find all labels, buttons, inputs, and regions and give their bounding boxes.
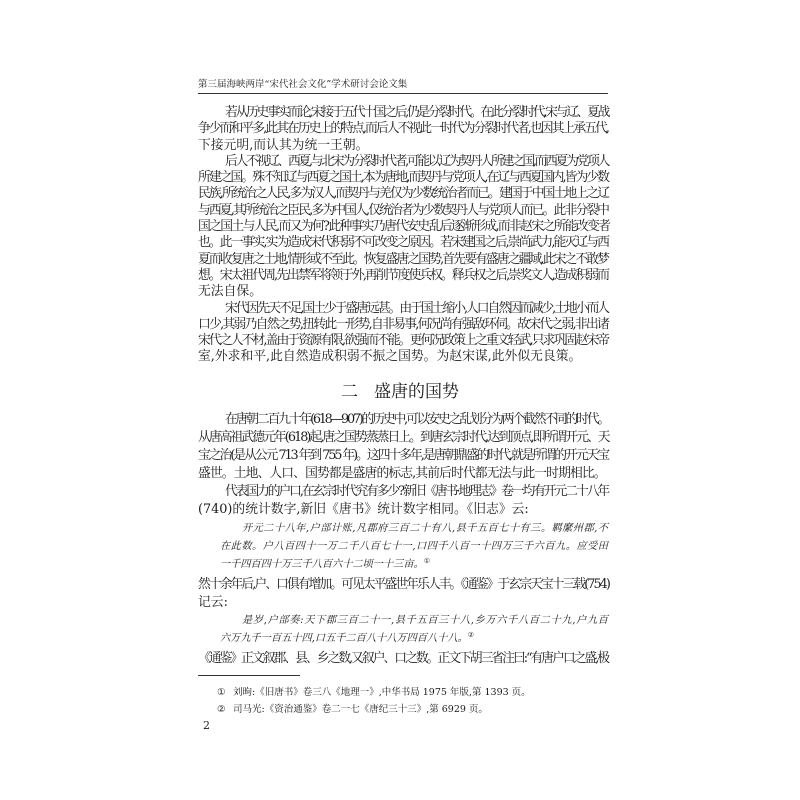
quote-line: 六万九千一百五十四,口五千二百八十八万四百八十八。② (220, 631, 475, 644)
section-title: 盛唐的国势 (374, 382, 459, 402)
text-line: 代表国力的户口,在玄宗时代究有多少?新旧《唐书·地理志》卷一均有开元二十八年 (225, 484, 609, 499)
text-line: 也。此一事实,实为造成宋代积弱不可改变之原因。若宋建国之后,崇尚武力,能灭辽与西 (198, 235, 608, 251)
footnote (217, 703, 488, 717)
text-line: 所建之国。殊不知辽与西夏之国土,本为唐地,而契丹与党项人,在辽与西夏国内,皆为少数 (198, 170, 608, 186)
text-line: 盛世。土地、人口、国势都是盛唐的标志,其前后时代都无法与此一时期相比。 (198, 466, 606, 481)
text-line: 夏而收复唐之土地,情形或不至此。恢复盛唐之国势,首先要有盛唐之疆域,此宋之不敢梦 (198, 251, 608, 267)
footnote-marker: ② (217, 704, 226, 715)
paragraph (198, 650, 608, 668)
paragraph (198, 301, 608, 366)
header-rule (198, 93, 608, 94)
block-quote (198, 612, 608, 648)
text-line: 后人不视辽、西夏,与北宋为分裂时代者,可能以辽为契丹人所建之国,而西夏为党项人 (225, 153, 608, 169)
footnote-ref[interactable]: ① (423, 557, 431, 565)
footnote-marker: ① (217, 687, 226, 698)
paragraph (198, 483, 608, 519)
text-line: 下接元明,而认其为统一王朝。 (198, 137, 369, 153)
text-line: 口少,其弱乃自然之势,扭转此一形势,自非易事,何况尚有强敌环伺。故宋代之弱,非出诸 (198, 316, 608, 332)
text-line: 国之国土与人民,而又为何?此种事实乃唐代安史乱后逐渐形成,而非赵宋之所能改变者 (198, 219, 610, 235)
text-line: 民族,所统治之人民,多为汉人,而契丹与羌仅为少数统治者而已。建国于中国土地上之辽 (198, 186, 608, 202)
text-line: 《通鉴》正文叙郡、县、乡之数,又叙户、口之数。正文下胡三省注曰:“有唐户口之盛,极 (198, 651, 608, 666)
paragraph (198, 411, 608, 483)
text-line: 想。宋太祖代周,先出禁军将领于外,再削节度使兵权。释兵权之后,崇奖文人,造成积弱而 (198, 267, 608, 283)
text-line: 记云: (198, 595, 228, 610)
footnote (217, 686, 531, 700)
text-line: 争少而和平多,此其在历史上的特点,而后人不视此一时代为分裂时代者,也因其上承五代, (198, 121, 608, 137)
body-section-1 (198, 105, 608, 366)
running-header: 第三届海峡两岸“宋代社会文化”学术研讨会论文集 (198, 79, 408, 90)
quote-line: 一千四百四十万三千八百六十二顷一十三亩。① (220, 557, 431, 570)
quote-line: 是岁,户部奏:天下郡三百二十一,县千五百三十八,乡万六千八百二十九,户九百 (242, 615, 608, 626)
section-heading (0, 380, 800, 404)
quote-line: 在此数。户八百四十一万二千八百七十一,口四千八百一十四万三千六百九。应受田 (220, 541, 608, 552)
body-section-2 (198, 411, 608, 668)
footnote-ref[interactable]: ② (467, 631, 475, 639)
text-line: 与西夏,其所统治之臣民,多为中国人,仅统治者为少数契丹人与党项人而已。此非分裂中 (198, 202, 608, 218)
text-line: 宋代因先天不足,国土少于盛唐远甚。由于国土缩小,人口自然因而减少,土地小而人 (225, 300, 608, 316)
text-line: 若从历史事实而论,宋接于五代十国之后,仍是分裂时代。在此分裂时代,宋与辽、夏战 (225, 105, 608, 120)
paragraph (198, 154, 608, 301)
paragraph (198, 105, 608, 154)
text-line: 从唐高祖武德元年(618)起,唐之国势蒸蒸日上。到唐玄宗时代,达到顶点,即所谓开元、天 (198, 430, 609, 445)
text-line: 无法自保。 (198, 284, 262, 300)
text-line: 然十余年后,户、口俱有增加。可见太平盛世年乐人丰。《通鉴》于玄宗天宝十三载(754) (198, 577, 609, 592)
quote-line: 开元二十八年,户部计账,凡郡府三百二十有八,县千五百七十有三。羁縻州郡,不 (242, 523, 608, 534)
footnote-text: 司马光:《资治通鉴》卷二一七《唐纪三十三》,第 6929 页。 (233, 704, 488, 715)
paragraph (198, 576, 608, 612)
text-line: 宝之治(是从公元 713 年到 755 年)。这四十多年,是唐朝鼎盛的时代,就是所谓的开元天宝 (198, 448, 608, 463)
text-line: 宋代之人不材,盖由于资源有限,欲强而不能。更何况政策上之重文轻武,只求巩固赵宋帝 (198, 333, 608, 349)
block-quote (198, 520, 608, 574)
page-number: 2 (203, 719, 210, 732)
footnote-rule (198, 675, 300, 676)
text-line: (740)的统计数字,新旧《唐书》统计数字相同。《旧志》云: (198, 502, 529, 517)
text-line: 室,外求和平,此自然造成积弱不振之国势。为赵宋谋,此外似无良策。 (198, 349, 582, 365)
text-line: 在唐朝二百九十年(618—907)的历史中,可以安史之乱划分为两个截然不同的时代。 (225, 412, 608, 427)
footnote-text: 刘昫:《旧唐书》卷三八《地理一》,中华书局 1975 年版,第 1393 页。 (233, 687, 531, 698)
section-number: 二 (341, 382, 358, 402)
